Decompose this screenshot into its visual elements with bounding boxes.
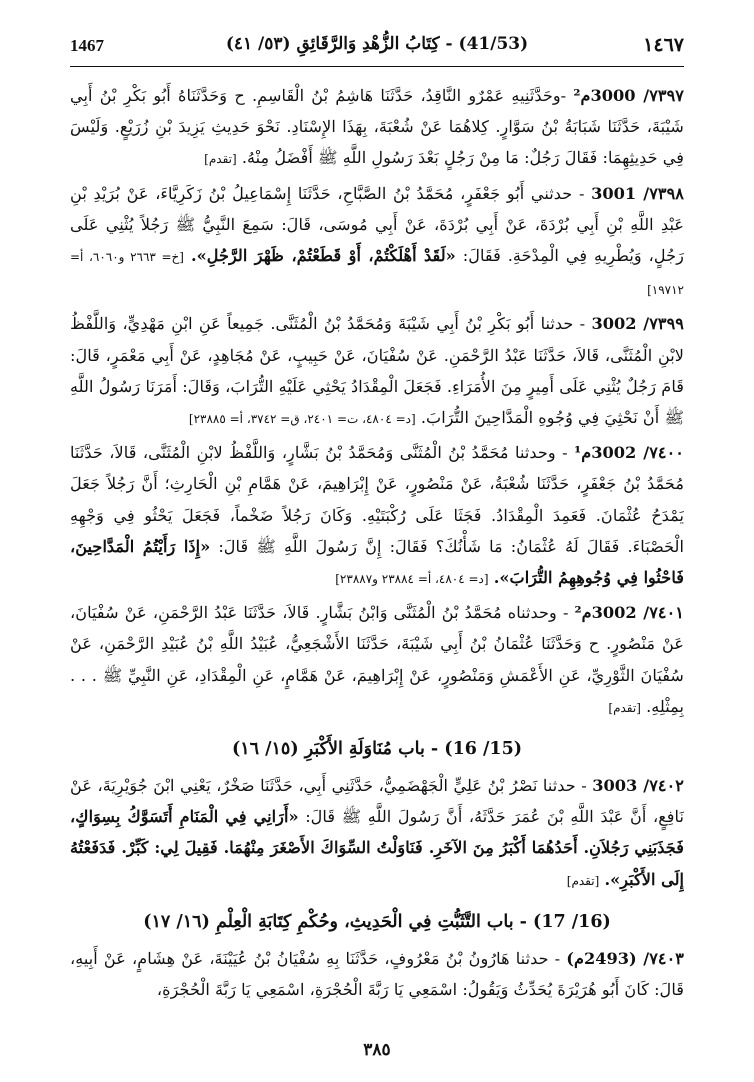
page-number-arabic: ١٤٦٧	[643, 34, 684, 56]
header-rule	[70, 66, 684, 67]
page-body	[70, 80, 684, 1010]
page-header	[70, 28, 684, 68]
hadith-number: ٧٣٩٨/ 3001	[591, 183, 684, 203]
hadith-text: - حدثني أَبُو جَعْفَرٍ، مُحَمَّدُ بْنُ الصَّبَّاحِ، حَدَّثَنَا إِسْمَاعِيلُ بْنُ زَكَرِيَّاءَ، عَنْ بُرَيْدِ بْنِ عَبْدِ اللَّهِ بْنِ أَبِي بُرْدَةَ، عَنْ أَبِي بُرْدَةَ، عَنْ أَبِي مُوسَى، قَالَ: سَمِعَ النَّبِيُّ ﷺ رَجُلاً يُثْنِي عَلَى رَجُلٍ، وَيُطْرِيهِ فِي الْمِدْحَةِ. فَقَالَ:	[70, 183, 684, 266]
hadith-number: ٧٣٩٩/ 3002	[591, 314, 684, 334]
hadith-reference: [تقدم]	[204, 152, 237, 167]
hadith-number: ٧٤٠٠/ 3002م¹	[574, 443, 684, 463]
hadith-7400	[70, 437, 684, 595]
hadith-reference: [خ= ٢٦٦٣ و٦٠٦٠، أ= ١٩٧١٢]	[70, 250, 684, 298]
hadith-7398	[70, 178, 684, 307]
hadith-quote: «أَرَانِي فِي الْمَنَامِ أَتَسَوَّكُ بِسِوَاكٍ، فَجَذَبَنِي رَجُلاَنِ. أَحَدُهُمَا أَكْبَرُ مِنَ الآخَرِ. فَنَاوَلْتُ السِّوَاكَ الأَصْغَرَ مِنْهُمَا. فَقِيلَ لِي: كَبِّرْ. فَدَفَعْتُهُ إِلَى الأَكْبَرِ».	[70, 807, 684, 889]
hadith-reference: [تقدم]	[566, 873, 600, 888]
hadith-number: ٧٤٠١/ 3002م²	[574, 603, 684, 623]
chapter-heading-15: (15/ 16) - باب مُنَاوَلَةِ الأَكْبَرِ (١٥/ ١٦)	[231, 739, 523, 760]
page-number-latin: 1467	[70, 36, 104, 55]
hadith-text: - وحدثنا مُحَمَّدُ بْنُ الْمُثَنَّى وَمُحَمَّدُ بْنُ بَشَّارٍ، وَاللَّفْظُ لابْنِ الْمُثَنَّى، قَالاَ، حَدَّثَنَا مُحَمَّدُ بْنُ جَعْفَرٍ، حَدَّثَنَا شُعْبَةُ، عَنْ مَنْصُورٍ، عَنْ إِبْرَاهِيمَ، عَنْ هَمَّامِ بْنِ الْحَارِثِ؛ أَنَّ رَجُلاً جَعَلَ يَمْدَحُ عُثْمَانَ. فَعَمِدَ الْمِقْدَادُ. فَجَثَا عَلَى رُكْبَتَيْهِ. وَكَانَ رَجُلاً ضَخْماً، فَجَعَلَ يَحْثُو فِي وَجْهِهِ الْحَصْبَاءَ. فَقَالَ لَهُ عُثْمَانُ: مَا شَأْنُكَ؟ فَقَالَ: إِنَّ رَسُولَ اللَّهِ ﷺ قَالَ:	[70, 443, 684, 556]
hadith-text: -وحَدَّثَنِيهِ عَمْرٌو النَّاقِدُ، حَدَّثَنَا هَاشِمُ بْنُ الْقَاسِمِ. ح وَحَدَّثَنَاهُ أَبُو بَكْرِ بْنُ أَبِي شَيْبَةَ، حَدَّثَنَا شَبَابَةُ بْنُ سَوَّارٍ. كِلاهُمَا عَنْ شُعْبَةَ، بِهَذَا الإِسْنَادِ. نَحْوَ حَدِيثِ يَزِيدَ بْنِ زُرَيْعٍ. وَلَيْسَ فِي حَدِيثِهِمَا: فَقَالَ رَجُلٌ: مَا مِنْ رَجُلٍ بَعْدَ رَسُولِ اللَّهِ ﷺ أَفْضَلُ مِنْهُ.	[70, 86, 684, 168]
hadith-text: - حدثنا نَصْرُ بْنُ عَلِيٍّ الْجَهْضَمِيُّ، حَدَّثَنِي أَبِي، حَدَّثَنَا صَخْرٌ، يَعْنِي ابْنَ جُوَيْرِيَةَ، عَنْ نَافِعٍ، أَنَّ عَبْدَ اللَّهِ بْنَ عُمَرَ حَدَّثَهُ، أَنَّ رَسُولَ اللَّهِ ﷺ قَالَ:	[70, 776, 684, 827]
hadith-7402	[70, 770, 684, 897]
hadith-7397	[70, 80, 684, 176]
hadith-text: - وحدثناه مُحَمَّدُ بْنُ الْمُثَنَّى وَابْنُ بَشَّارٍ. قَالاَ، حَدَّثَنَا عَبْدُ الرَّحْمَنِ، عَنْ سُفْيَانَ، عَنْ مَنْصُورٍ. ح وَحَدَّثَنَا عُثْمَانُ بْنُ أَبِي شَيْبَةَ، حَدَّثَنَا الأَشْجَعِيُّ، عُبَيْدُ اللَّهِ بْنُ عُبَيْدِ الرَّحْمَنِ، عَنْ سُفْيَانَ الثَّوْرِيِّ، عَنِ الأَعْمَشِ وَمَنْصُورٍ، عَنْ إِبْرَاهِيمَ، عَنْ هَمَّامٍ، عَنِ الْمِقْدَادِ، عَنِ النَّبِيِّ ﷺ . . . بِمِثْلِهِ.	[70, 603, 684, 716]
hadith-7401	[70, 597, 684, 724]
chapter-heading-16: (16/ 17) - باب التَّثَبُّتِ فِي الْحَدِيثِ، وحُكْمِ كِتَابَةِ الْعِلْمِ (١٦/ ١٧)	[143, 911, 611, 932]
hadith-quote: «لَقَدْ أَهْلَكْتُمْ، أَوْ قَطَعْتُمْ، ظَهْرَ الرَّجُلِ».	[190, 246, 456, 266]
hadith-7403	[70, 943, 684, 1005]
hadith-text: - حدثنا هَارُونُ بْنُ مَعْرُوفٍ، حَدَّثَنَا بِهِ سُفْيَانُ بْنُ عُيَيْنَةَ، عَنْ هِشَامٍ، عَنْ أَبِيهِ، قَالَ: كَانَ أَبُو هُرَيْرَةَ يُحَدِّثُ وَيَقُولُ: اسْمَعِي يَا رَبَّةَ الْحُجْرَةِ، اسْمَعِي يَا رَبَّةَ الْحُجْرَةِ،	[70, 948, 684, 1000]
hadith-7399	[70, 308, 684, 435]
hadith-text: - حدثنا أَبُو بَكْرِ بْنُ أَبِي شَيْبَةَ وَمُحَمَّدُ بْنُ الْمُثَنَّى. جَمِيعاً عَنِ ابْنِ مَهْدِيٍّ، وَاللَّفْظُ لابْنِ الْمُثَنَّى، قَالاَ، حَدَّثَنَا عَبْدُ الرَّحْمَنِ. عَنْ سُفْيَانَ، عَنْ حَبِيبٍ، عَنْ مُجَاهِدٍ، عَنْ أَبِي مَعْمَرٍ، قَالَ: قَامَ رَجُلٌ يُثْنِي عَلَى أَمِيرٍ مِنَ الأُمَرَاءِ. فَجَعَلَ الْمِقْدَادُ يَحْثِي عَلَيْهِ التُّرَابَ، وَقَالَ: أَمَرَنَا رَسُولُ اللَّهِ ﷺ أَنْ نَحْثِيَ فِي وُجُوهِ الْمَدَّاحِينَ التُّرَابَ.	[70, 314, 684, 428]
hadith-number: ٧٤٠٢/ 3003	[592, 776, 684, 796]
hadith-number: ٧٤٠٣/ (2493م)	[566, 948, 684, 968]
hadith-reference: [د= ٤٨٠٤، ت= ٢٤٠١، ق= ٣٧٤٢، أ= ٢٣٨٨٥]	[188, 412, 416, 427]
page-footer-number: ٣٨٥	[363, 1040, 391, 1060]
hadith-reference: [د= ٤٨٠٤، أ= ٢٣٨٨٤ و٢٣٨٨٧]	[335, 572, 489, 587]
hadith-quote: «إِذَا رَأَيْتُمُ الْمَدَّاحِينَ، فَاحْثُوا فِي وُجُوهِهِمُ التُّرَابَ».	[70, 536, 684, 588]
hadith-number: ٧٣٩٧/ 3000م²	[573, 86, 684, 105]
running-title: (41/53) - كِتَابُ الزُّهْدِ وَالرَّقَائِقِ (٥٣/ ٤١)	[225, 34, 529, 54]
hadith-reference: [تقدم]	[608, 700, 641, 715]
